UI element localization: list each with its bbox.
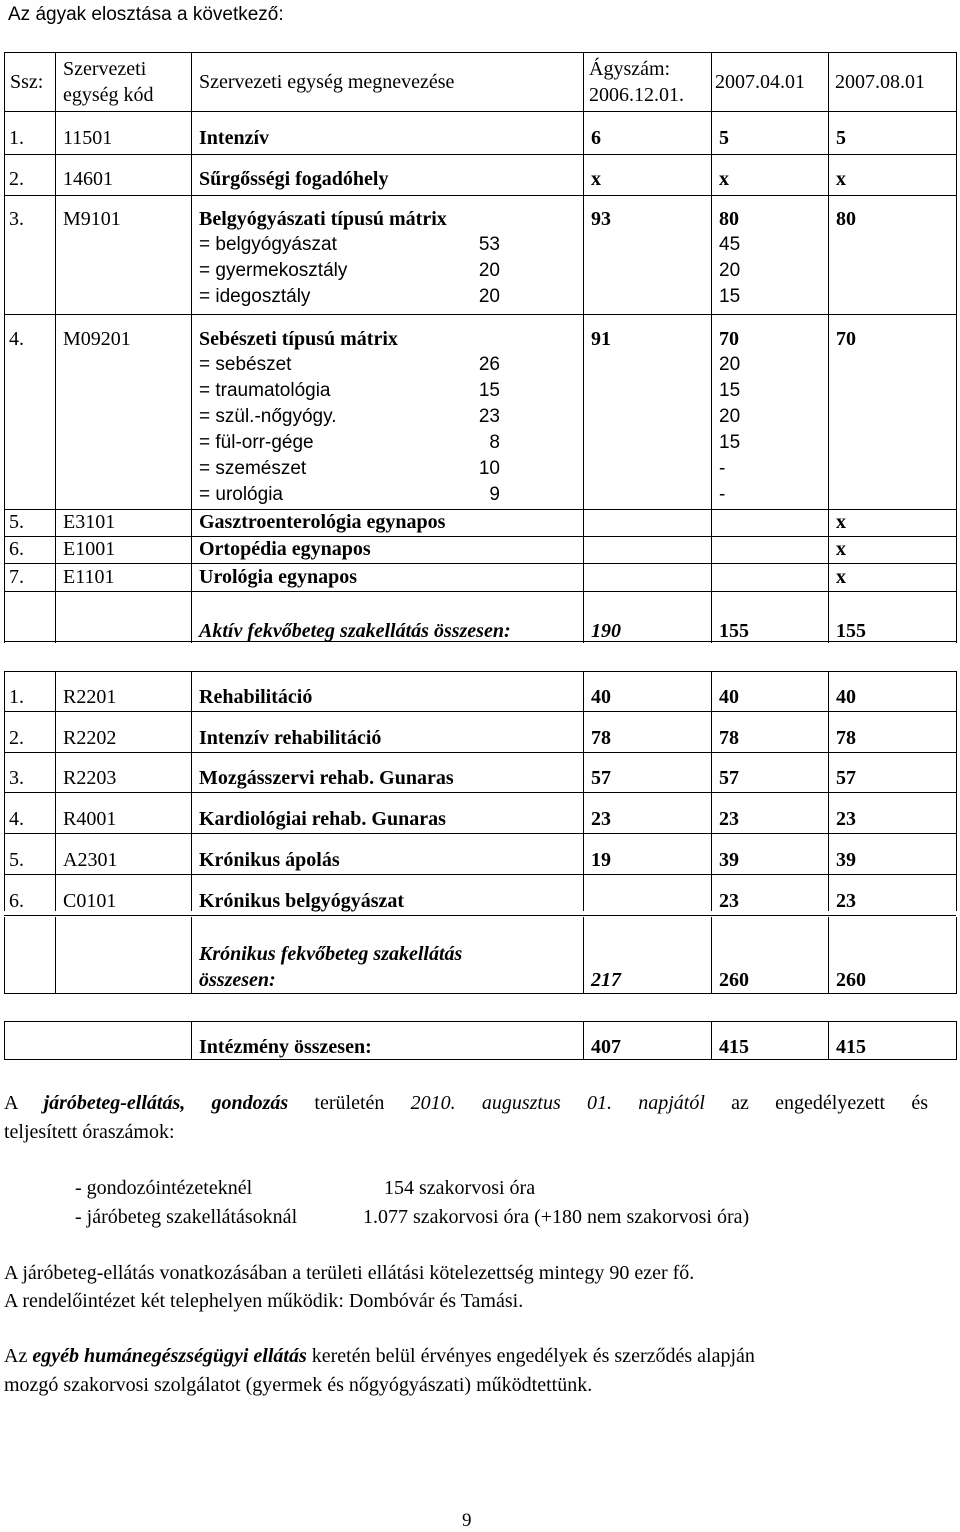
sub-department-beds-2007-04: 15	[719, 380, 741, 401]
inst-total-col	[583, 1021, 584, 1060]
inst-total-beds-2007-04: 415	[719, 1036, 749, 1058]
chronic-row-beds-2006: 40	[591, 686, 611, 708]
sub-department-name: = sebészet	[199, 354, 292, 375]
chronic-row-name: Intenzív rehabilitáció	[199, 726, 382, 749]
chronic-row-beds-2007-08: 57	[836, 767, 856, 790]
active-row-code: M09201	[63, 328, 131, 350]
active-row-separator	[4, 536, 956, 537]
active-col-border	[956, 52, 957, 643]
sub-department-beds-2007-04: -	[719, 458, 726, 479]
chronic-col-border	[191, 671, 192, 911]
chronic-row-number: 5.	[9, 848, 24, 871]
chronic-col-border	[4, 671, 5, 911]
inst-total-col	[956, 1021, 957, 1060]
chronic-row-name: Kardiológiai rehab. Gunaras	[199, 808, 446, 831]
inst-total-top	[4, 1021, 956, 1022]
active-row-separator	[4, 195, 956, 196]
active-row-name: Sűrgősségi fogadóhely	[199, 168, 389, 190]
chronic-total-col	[956, 917, 957, 994]
active-row-separator	[4, 154, 956, 155]
sub-department-beds-2007-04: 15	[719, 432, 741, 453]
active-row-beds-2007-04: 5	[719, 127, 729, 149]
chronic-total-label-2: összesen:	[199, 969, 276, 991]
active-row-beds-2006: x	[591, 168, 601, 190]
chronic-row-beds-2006: 19	[591, 848, 611, 871]
chronic-row-separator	[4, 915, 956, 916]
chronic-row-beds-2006: 57	[591, 767, 611, 790]
sub-department-beds: 8	[489, 432, 500, 453]
active-total-beds-2006: 190	[591, 620, 621, 642]
paragraph-outpatient-segment: az engedélyezett és	[704, 1092, 929, 1114]
inst-total-label: Intézmény összesen:	[199, 1036, 372, 1058]
active-row-number: 7.	[9, 566, 24, 588]
sub-department-beds: 26	[478, 354, 500, 375]
chronic-row-beds-2007-08: 23	[836, 889, 856, 912]
chronic-col-border	[55, 671, 56, 911]
header-date-2: 2007.08.01	[835, 71, 925, 93]
paragraph-outpatient-segment: 2010. augusztus 01. napjától	[410, 1092, 705, 1114]
chronic-row-number: 2.	[9, 726, 24, 749]
chronic-total-beds-2006: 217	[591, 969, 621, 991]
chronic-row-number: 6.	[9, 889, 24, 912]
header-code-l2: egység kód	[63, 84, 154, 106]
chronic-total-bottom	[4, 993, 956, 994]
active-row-separator	[4, 509, 956, 510]
active-row-number: 5.	[9, 511, 24, 533]
chronic-total-beds-2007-08: 260	[836, 969, 866, 991]
sub-department-beds-2007-04: -	[719, 484, 726, 505]
paragraph-human-health-segment: keretén belül érvényes engedélyek és szerződés alapján	[306, 1345, 755, 1367]
active-row-code: E1001	[63, 538, 116, 560]
sub-department-beds-2007-04: 45	[719, 234, 741, 255]
active-row-beds-2006: 6	[591, 127, 601, 149]
chronic-row-code: C0101	[63, 889, 117, 912]
paragraph-human-health-line1	[4, 1345, 755, 1368]
active-col-border	[711, 52, 712, 643]
chronic-top-border	[4, 671, 956, 672]
active-row-separator	[4, 563, 956, 564]
active-total-col	[191, 591, 192, 642]
active-row-name: Belgyógyászati típusú mátrix	[199, 208, 447, 230]
intro-text: Az ágyak elosztása a következő:	[8, 4, 284, 25]
active-total-col	[4, 591, 5, 642]
inst-total-col	[828, 1021, 829, 1060]
chronic-row-separator	[4, 792, 956, 793]
active-row-beds-2006: 91	[591, 328, 611, 350]
chronic-row-name: Krónikus belgyógyászat	[199, 889, 405, 912]
chronic-row-number: 3.	[9, 767, 24, 790]
chronic-total-col	[55, 917, 56, 994]
header-code-l1: Szervezeti	[63, 58, 147, 80]
sub-department-beds-2007-04: 15	[719, 286, 741, 307]
sub-department-beds: 23	[478, 406, 500, 427]
list-item-1-label: - gondozóintézeteknél	[75, 1177, 253, 1199]
chronic-row-beds-2007-04: 57	[719, 767, 739, 790]
active-row-beds-2007-04: x	[719, 168, 729, 190]
paragraph-outpatient-segment: járóbeteg-ellátás, gondozás	[43, 1092, 289, 1114]
sub-department-name: = idegosztály	[199, 286, 311, 307]
chronic-row-beds-2006: 78	[591, 726, 611, 749]
active-row-beds-2007-04: 70	[719, 328, 739, 350]
chronic-row-beds-2007-04: 23	[719, 889, 739, 912]
paragraph-human-health-segment: Az	[4, 1345, 33, 1367]
active-total-beds-2007-04: 155	[719, 620, 749, 642]
sub-department-name: = szemészet	[199, 458, 307, 479]
sub-department-beds: 15	[478, 380, 500, 401]
inst-total-beds-2006: 407	[591, 1036, 621, 1058]
active-row-code: E1101	[63, 566, 115, 588]
sub-department-beds: 20	[478, 260, 500, 281]
header-ssz: Ssz:	[10, 71, 44, 93]
active-row-beds-2007-08: 80	[836, 208, 856, 230]
chronic-total-col	[583, 917, 584, 994]
paragraph-sites: A rendelőintézet két telephelyen működik: Dombóvár és Tamási.	[4, 1290, 524, 1312]
active-col-border	[4, 52, 5, 643]
sub-department-beds-2007-04: 20	[719, 354, 741, 375]
chronic-row-beds-2007-04: 78	[719, 726, 739, 749]
active-row-beds-2006: 93	[591, 208, 611, 230]
chronic-row-code: R2201	[63, 686, 117, 708]
chronic-row-code: R2202	[63, 726, 117, 749]
active-row-number: 4.	[9, 328, 24, 350]
chronic-col-border	[828, 671, 829, 911]
chronic-total-beds-2007-04: 260	[719, 969, 749, 991]
active-row-code: M9101	[63, 208, 121, 230]
chronic-col-border	[956, 671, 957, 911]
sub-department-name: = urológia	[199, 484, 283, 505]
list-item-1-value: 154 szakorvosi óra	[384, 1177, 536, 1199]
paragraph-outpatient-line1	[4, 1092, 928, 1115]
paragraph-human-health-line2: mozgó szakorvosi szolgálatot (gyermek és nőgyógyászati) működtettünk.	[4, 1374, 593, 1396]
chronic-row-number: 1.	[9, 686, 24, 708]
paragraph-human-health-segment: egyéb humánegészségügyi ellátás	[32, 1345, 307, 1367]
chronic-total-col	[828, 917, 829, 994]
chronic-row-separator	[4, 833, 956, 834]
active-row-name: Gasztroenterológia egynapos	[199, 511, 446, 533]
paragraph-outpatient-line2: teljesített óraszámok:	[4, 1121, 175, 1143]
list-item-2-value: 1.077 szakorvosi óra (+180 nem szakorvosi óra)	[363, 1206, 750, 1228]
chronic-row-code: R4001	[63, 808, 117, 831]
chronic-row-beds-2007-08: 40	[836, 686, 856, 708]
sub-department-beds: 9	[489, 484, 500, 505]
chronic-total-col	[711, 917, 712, 994]
sub-department-name: = szül.-nőgyógy.	[199, 406, 337, 427]
chronic-row-beds-2007-04: 23	[719, 808, 739, 831]
sub-department-name: = fül-orr-gége	[199, 432, 314, 453]
active-total-col	[956, 591, 957, 642]
chronic-col-border	[711, 671, 712, 911]
page-number: 9	[462, 1510, 472, 1531]
active-row-separator	[4, 314, 956, 315]
paragraph-outpatient-segment: A	[4, 1092, 44, 1114]
header-bottom-border	[4, 111, 956, 112]
chronic-row-name: Krónikus ápolás	[199, 848, 340, 871]
chronic-row-beds-2007-04: 39	[719, 848, 739, 871]
chronic-row-beds-2006: 23	[591, 808, 611, 831]
inst-total-beds-2007-08: 415	[836, 1036, 866, 1058]
active-row-code: 11501	[63, 127, 113, 149]
active-total-col	[55, 591, 56, 642]
active-row-beds-2007-08: 70	[836, 328, 856, 350]
paragraph-area: A járóbeteg-ellátás vonatkozásában a területi ellátási kötelezettség mintegy 90 ezer fő.	[4, 1262, 695, 1284]
sub-department-beds-2007-04: 20	[719, 406, 741, 427]
active-row-beds-2007-08: x	[836, 538, 846, 560]
chronic-row-beds-2007-04: 40	[719, 686, 739, 708]
active-col-border	[828, 52, 829, 643]
chronic-row-code: A2301	[63, 848, 118, 871]
sub-department-beds: 20	[478, 286, 500, 307]
active-total-label: Aktív fekvőbeteg szakellátás összesen:	[199, 620, 511, 642]
active-row-name: Ortopédia egynapos	[199, 538, 371, 560]
sub-department-name: = traumatológia	[199, 380, 331, 401]
active-row-beds-2007-08: x	[836, 511, 846, 533]
sub-department-beds: 53	[478, 234, 500, 255]
chronic-total-col	[4, 917, 5, 994]
paragraph-outpatient-segment: területén	[288, 1092, 411, 1114]
active-row-number: 6.	[9, 538, 24, 560]
active-row-beds-2007-08: 5	[836, 127, 846, 149]
chronic-row-beds-2007-08: 39	[836, 848, 856, 871]
active-row-name: Sebészeti típusú mátrix	[199, 328, 398, 350]
chronic-row-beds-2007-08: 23	[836, 808, 856, 831]
active-row-code: E3101	[63, 511, 116, 533]
inst-total-col	[4, 1021, 5, 1060]
chronic-col-border	[583, 671, 584, 911]
active-row-beds-2007-08: x	[836, 566, 846, 588]
active-row-name: Intenzív	[199, 127, 269, 149]
chronic-row-number: 4.	[9, 808, 24, 831]
active-row-number: 2.	[9, 168, 24, 190]
chronic-total-col	[191, 917, 192, 994]
active-row-code: 14601	[63, 168, 113, 190]
active-row-beds-2007-04: 80	[719, 208, 739, 230]
active-row-name: Urológia egynapos	[199, 566, 357, 588]
inst-total-col	[711, 1021, 712, 1060]
sub-department-beds-2007-04: 20	[719, 260, 741, 281]
sub-department-name: = gyermekosztály	[199, 260, 348, 281]
chronic-total-label-1: Krónikus fekvőbeteg szakellátás	[199, 943, 463, 965]
active-col-border	[583, 52, 584, 643]
active-col-border	[191, 52, 192, 643]
sub-department-beds: 10	[478, 458, 500, 479]
chronic-row-name: Rehabilitáció	[199, 686, 313, 708]
header-beds-l2: 2006.12.01.	[589, 84, 684, 106]
active-total-beds-2007-08: 155	[836, 620, 866, 642]
chronic-row-name: Mozgásszervi rehab. Gunaras	[199, 767, 454, 790]
active-row-beds-2007-08: x	[836, 168, 846, 190]
active-row-separator	[4, 591, 956, 592]
chronic-row-separator	[4, 752, 956, 753]
chronic-row-separator	[4, 711, 956, 712]
active-row-number: 1.	[9, 127, 24, 149]
chronic-row-separator	[4, 874, 956, 875]
active-row-number: 3.	[9, 208, 24, 230]
sub-department-name: = belgyógyászat	[199, 234, 337, 255]
chronic-row-beds-2007-08: 78	[836, 726, 856, 749]
list-item-2-label: - járóbeteg szakellátásoknál	[75, 1206, 298, 1228]
active-col-border	[55, 52, 56, 643]
header-name: Szervezeti egység megnevezése	[199, 71, 455, 93]
header-beds-l1: Ágyszám:	[589, 58, 671, 80]
inst-total-col	[191, 1021, 192, 1060]
chronic-row-code: R2203	[63, 767, 117, 790]
inst-total-bottom	[4, 1059, 956, 1060]
header-date-1: 2007.04.01	[715, 71, 805, 93]
table-top-border	[4, 52, 956, 53]
